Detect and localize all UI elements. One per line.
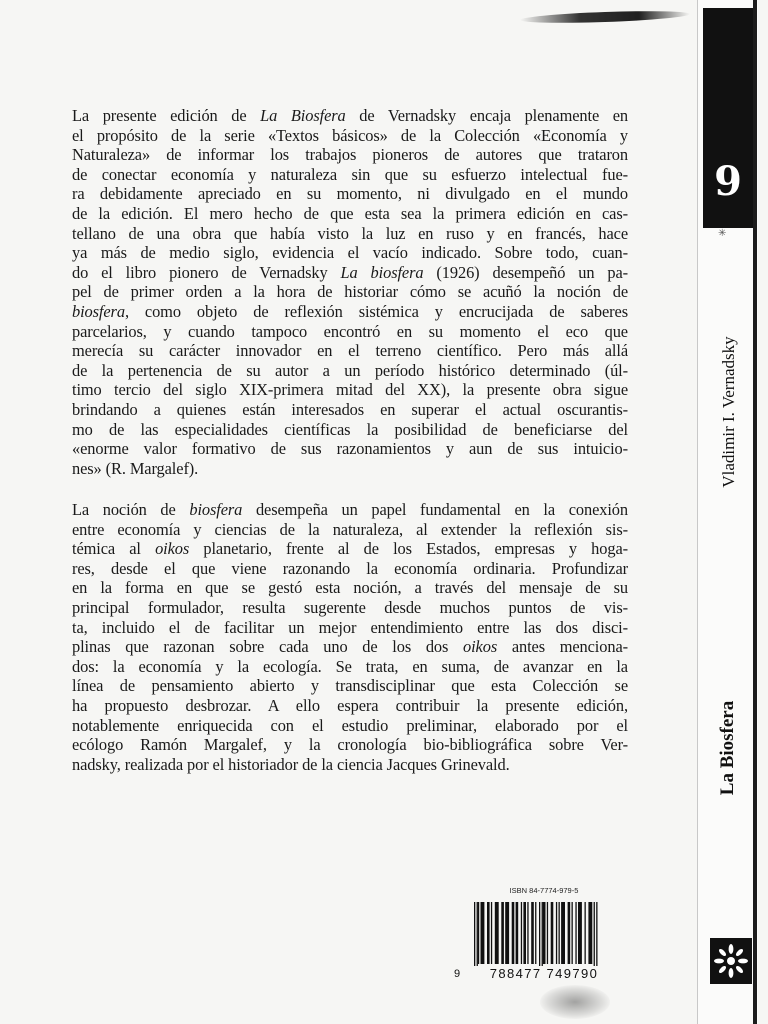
text-line: pel de primer orden a la hora de historiar cómo se acuñó la noción de — [72, 282, 628, 302]
text-line: ya más de medio siglo, evidencia el vacío indicado. Sobre todo, cuan- — [72, 243, 628, 263]
text-line: principal formulador, resulta sugerente desde muchos puntos de vis- — [72, 597, 628, 617]
barcode-first-digit: 9 — [454, 968, 461, 980]
text-line: entre economía y ciencias de la naturaleza, al extender la reflexión sis- — [72, 519, 628, 539]
text-line: nadsky, realizada por el historiador de la ciencia Jacques Grinevald. — [72, 754, 510, 774]
spine-edge — [753, 0, 757, 1024]
text-line: La noción de biosfera desempeña un papel fundamental en la conexión — [72, 500, 628, 519]
text-line: merecía su carácter innovador en el terreno científico. Pero más allá — [72, 341, 628, 361]
text-line: de conectar economía y naturaleza sin que su esfuerzo intelectual fue- — [72, 164, 628, 184]
text-line: nes» (R. Margalef). — [72, 458, 199, 478]
text-line: ra debidamente apreciado en su momento, ni divulgado en el mundo — [72, 184, 628, 204]
blurb-paragraph-1 — [72, 106, 628, 478]
text-line: «enorme valor formativo de sus razonamientos y aun de sus intuicio- — [72, 439, 628, 459]
text-line: el propósito de la serie «Textos básicos» de la Colección «Economía y — [72, 125, 628, 145]
scan-smudge — [520, 9, 690, 25]
text-line: parcelarios, y cuando tampoco encontró en su momento el eco que — [72, 321, 628, 341]
text-line: en la forma en que se gestó esta noción, a través del mensaje de su — [72, 578, 628, 598]
spine-mark: ✳ — [718, 228, 727, 239]
text-line: mo de las especialidades científicas la posibilidad de beneficiarse del — [72, 419, 628, 439]
text-line: tellano de una obra que había visto la luz en ruso y en francés, hace — [72, 223, 628, 243]
text-line: ta, incluido el de facilitar un mejor entendimiento entre las dos disci- — [72, 617, 628, 637]
text-line: témica al oikos planetario, frente al de los Estados, empresas y hoga- — [72, 539, 628, 559]
text-line: plinas que razonan sobre cada uno de los dos oikos antes menciona- — [72, 637, 628, 657]
barcode-digits: 788477 749790 — [474, 966, 614, 981]
series-number: 9 — [714, 158, 742, 205]
scan-stain — [540, 985, 610, 1019]
text-line: brindando a quienes están interesados en superar el actual oscurantis- — [72, 399, 628, 419]
text-line: res, desde el que viene razonando la economía ordinaria. Profundizar — [72, 558, 628, 578]
text-line: ha propuesto desbrozar. A ello espera contribuir la presente edición, — [72, 695, 628, 715]
text-line: notablemente enriquecida con el estudio preliminar, elaborado por el — [72, 715, 628, 735]
isbn-label: ISBN 84-7774-979-5 — [509, 886, 579, 895]
text-line: línea de pensamiento abierto y transdisciplinar que esta Colección se — [72, 676, 628, 696]
text-line: dos: la economía y la ecología. Se trata, en suma, de avanzar en la — [72, 656, 628, 676]
spine-title: La Biosfera — [717, 700, 738, 796]
text-line: de la pertenencia de su autor a un período histórico determinado (úl- — [72, 360, 628, 380]
text-line: timo tercio del siglo XIX-primera mitad del XX), la presente obra sigue — [72, 380, 628, 400]
blurb-paragraph-2 — [72, 500, 628, 774]
flower-emblem-icon — [710, 938, 752, 984]
text-line: La presente edición de La Biosfera de Vernadsky encaja plenamente en — [72, 106, 628, 125]
text-line: do el libro pionero de Vernadsky La biosfera (1926) desempeñó un pa- — [72, 262, 628, 282]
text-line: ecólogo Ramón Margalef, y la cronología bio-bibliográfica sobre Ver- — [72, 735, 628, 755]
text-line: de la edición. El mero hecho de que esta sea la primera edición en cas- — [72, 203, 628, 223]
text-line: biosfera, como objeto de reflexión sistémica y encrucijada de saberes — [72, 301, 628, 321]
text-line: Naturaleza» de informar los trabajos pioneros de autores que trataron — [72, 145, 628, 165]
spine-author: Vladimir I. Vernadsky — [719, 336, 738, 488]
